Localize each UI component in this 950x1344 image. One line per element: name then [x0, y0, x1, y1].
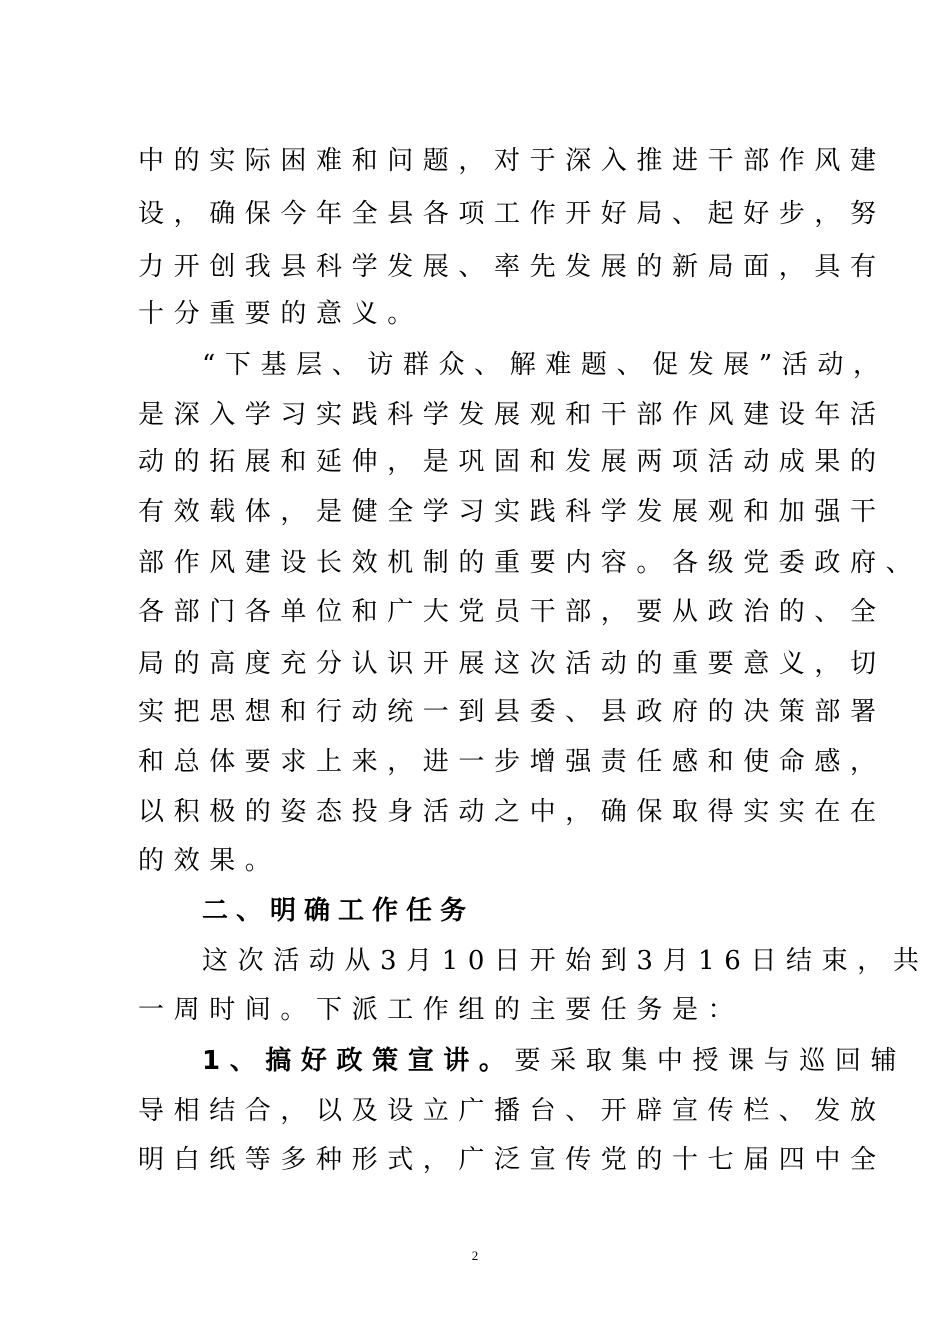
paragraph-line: 部作风建设长效机制的重要内容。各级党委政府、 [138, 548, 922, 578]
paragraph-line: 是深入学习实践科学发展观和干部作风建设年活 [138, 400, 886, 430]
item-lead: 1、搞好政策宣讲。 [202, 1046, 515, 1076]
paragraph-line: 一周时间。下派工作组的主要任务是： [138, 995, 744, 1025]
page-number: 2 [471, 1248, 479, 1263]
section-heading: 二、明确工作任务 [202, 896, 475, 926]
item-text: 要采取集中授课与巡回辅 [514, 1046, 907, 1076]
paragraph-line: 实把思想和行动统一到县委、县政府的决策部署 [138, 697, 886, 727]
paragraph-line: 明白纸等多种形式，广泛宣传党的十七届四中全 [138, 1145, 886, 1175]
paragraph-line: 中的实际困难和问题，对于深入推进干部作风建 [138, 146, 886, 176]
paragraph-line: 有效载体，是健全学习实践科学发展观和加强干 [138, 497, 886, 527]
paragraph-line: 动的拓展和延伸，是巩固和发展两项活动成果的 [138, 447, 886, 477]
paragraph-line: 各部门各单位和广大党员干部，要从政治的、全 [138, 597, 886, 627]
paragraph-line: 以积极的姿态投身活动之中，确保取得实实在在 [138, 797, 886, 827]
paragraph-line: 十分重要的意义。 [138, 299, 423, 329]
paragraph-line: 力开创我县科学发展、率先发展的新局面，具有 [138, 252, 886, 282]
paragraph-line: “下基层、访群众、解难题、促发展”活动， [202, 350, 889, 380]
paragraph-line: 这次活动从3月10日开始到3月16日结束，共 [202, 946, 929, 976]
paragraph-line: 和总体要求上来，进一步增强责任感和使命感， [138, 747, 886, 777]
paragraph-line: 的效果。 [138, 846, 281, 876]
paragraph-line [202, 1046, 907, 1076]
paragraph-line: 局的高度充分认识开展这次活动的重要意义，切 [138, 649, 886, 679]
paragraph-line: 导相结合，以及设立广播台、开辟宣传栏、发放 [138, 1096, 886, 1126]
paragraph-line: 设，确保今年全县各项工作开好局、起好步，努 [138, 199, 886, 229]
